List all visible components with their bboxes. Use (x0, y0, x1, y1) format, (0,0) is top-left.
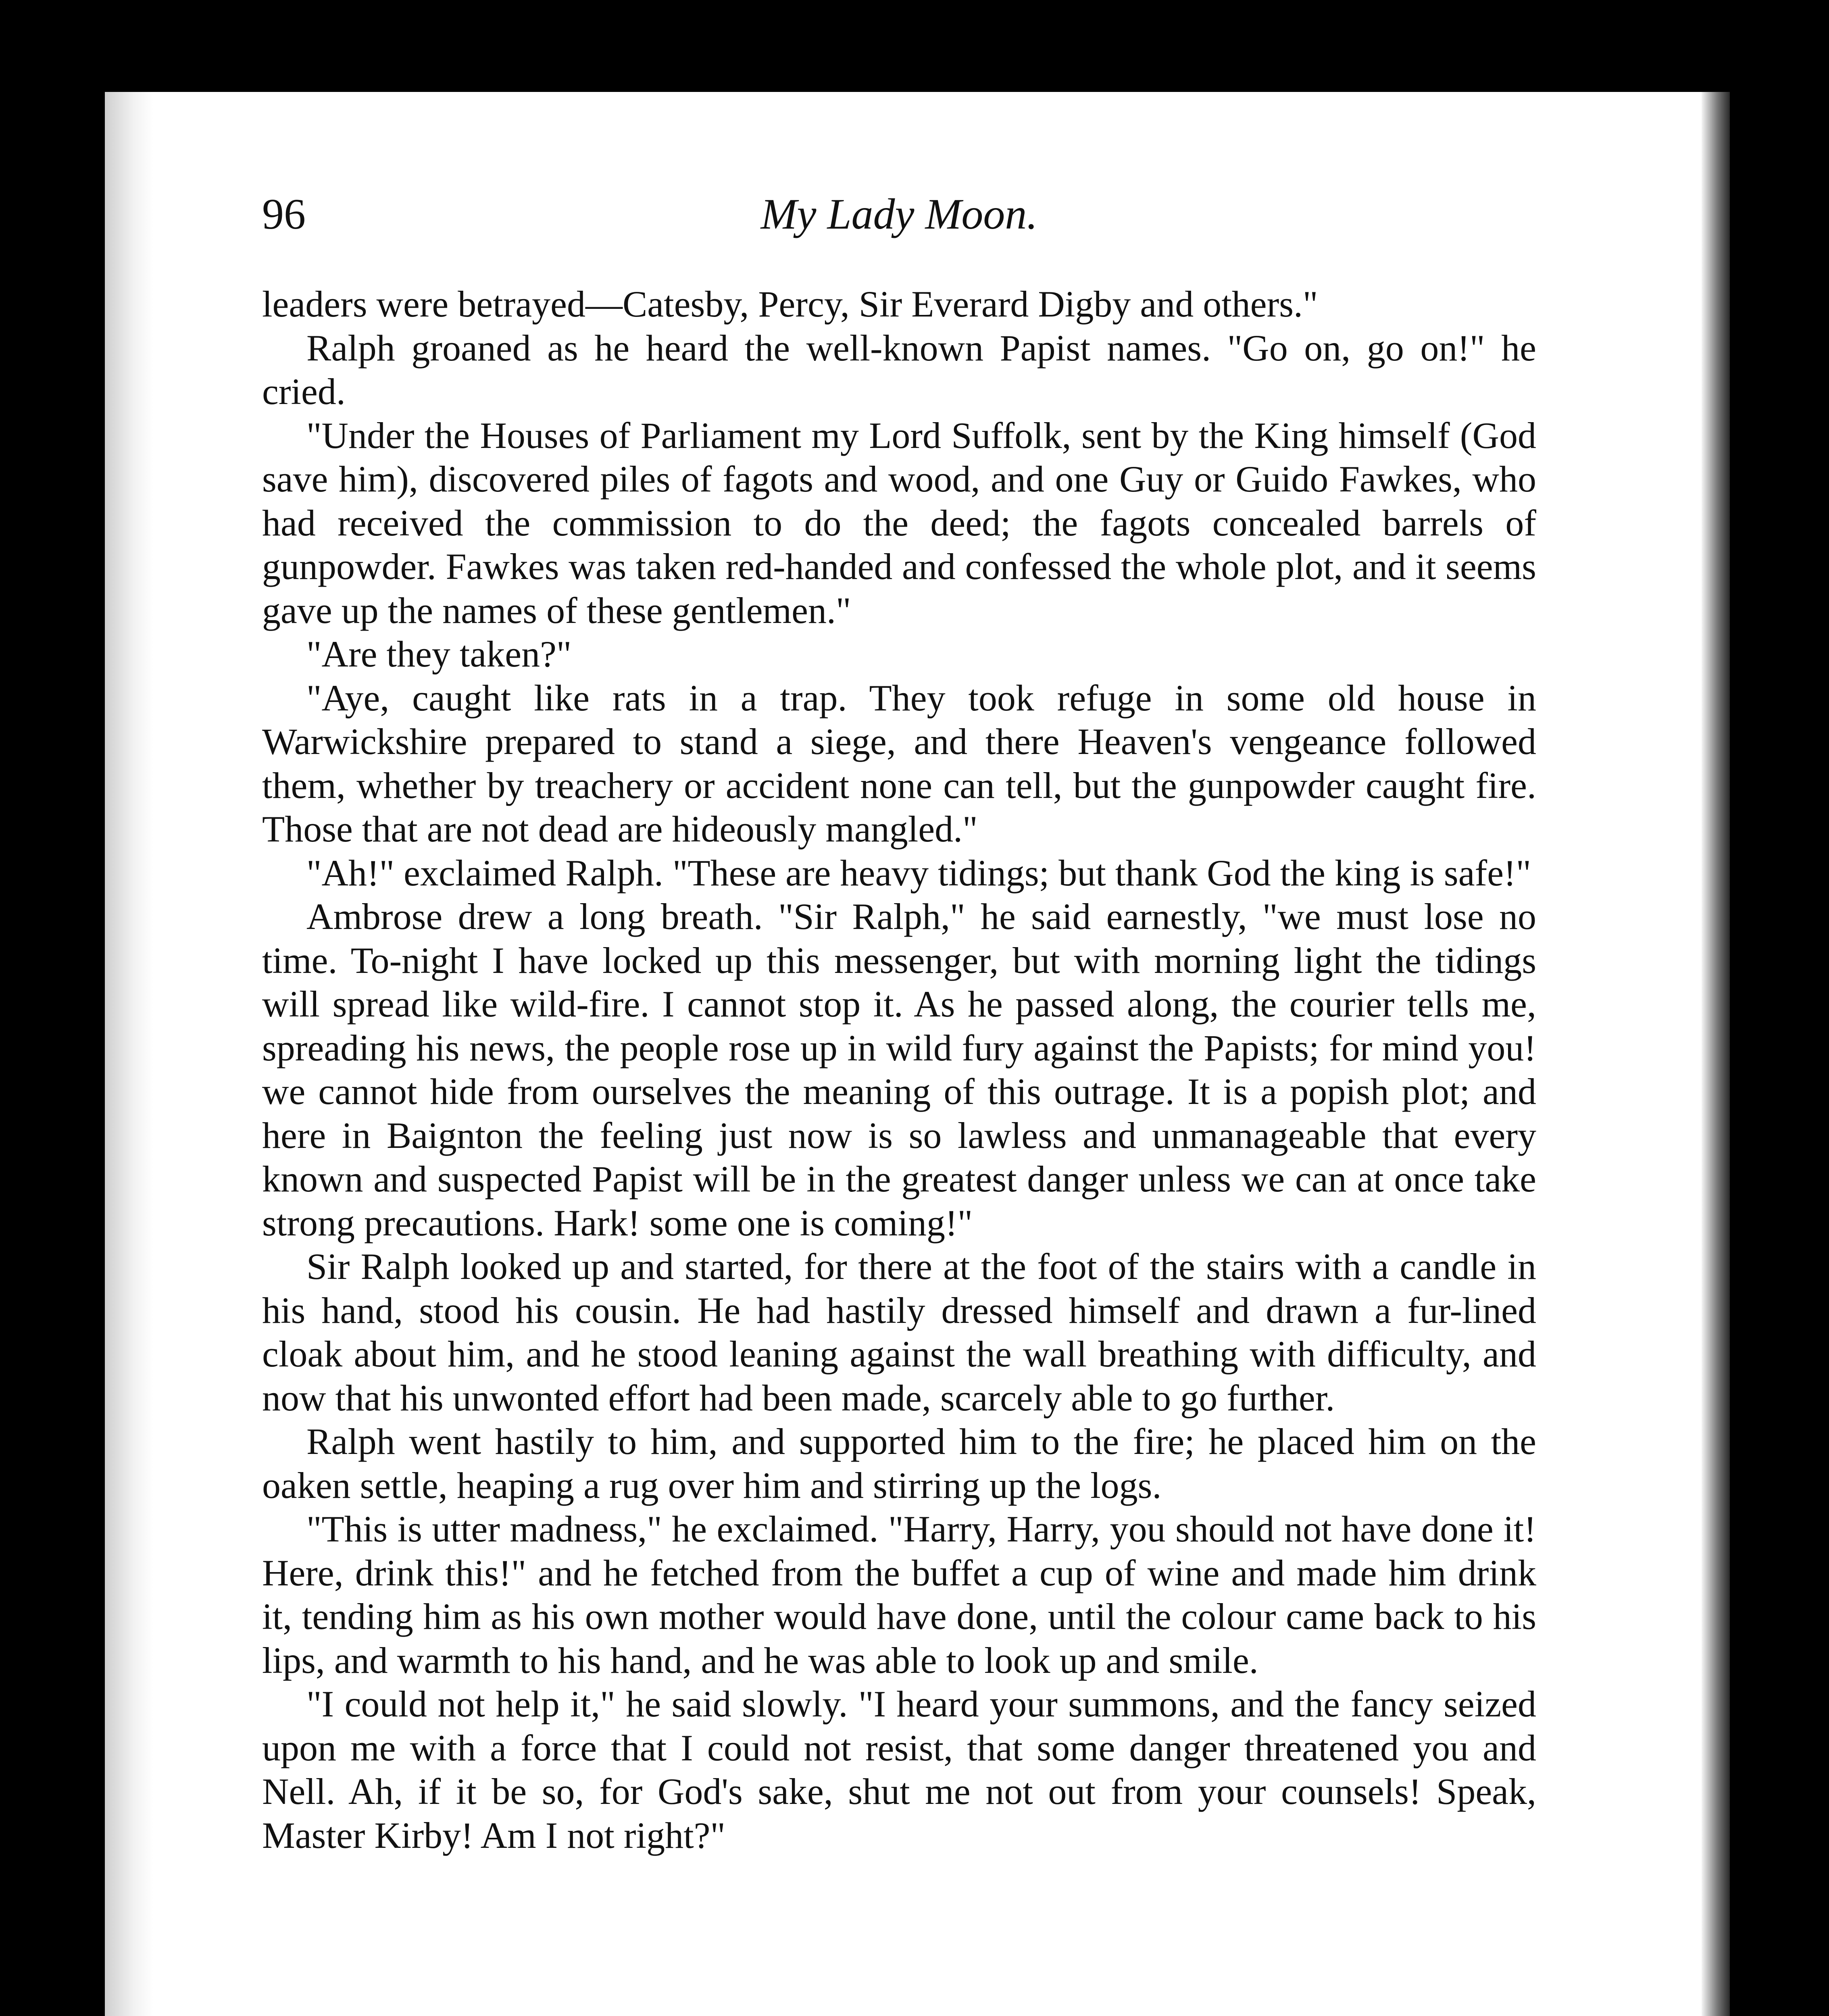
paragraph: Ambrose drew a long breath. "Sir Ralph," he said earnestly, "we must lose no time. To-night I have locked up this messenger, but with morning light the tidings will spread like wild-fire. I cannot stop it. As he passed along, the courier tells me, spreading his news, the people rose up in wild fury against the Papists; for mind you! we cannot hide from ourselves the meaning of this outrage. It is a popish plot; and here in Baignton the feeling just now is so lawless and unmanageable that every known and suspected Papist will be in the greatest danger unless we can at once take strong precautions. Hark! some one is coming!" (262, 896, 1536, 1243)
paragraph: "Ah!" exclaimed Ralph. "These are heavy tidings; but thank God the king is safe!" (306, 852, 1531, 893)
paragraph: "Under the Houses of Parliament my Lord Suffolk, sent by the King himself (God save him), discovered piles of fagots and wood, and one Guy or Guido Fawkes, who had received the commission to do the deed; the fagots concealed barrels of gunpowder. Fawkes was taken red-handed and confessed the whole plot, and it seems gave up the names of these gentlemen." (262, 414, 1536, 631)
page-header (262, 190, 1536, 266)
paragraph: Sir Ralph looked up and started, for there at the foot of the stairs with a candle in his hand, stood his cousin. He had hastily dressed himself and drawn a fur-lined cloak about him, and he stood leaning against the wall breathing with difficulty, and now that his unwonted effort had been made, scarcely able to go further. (262, 1246, 1536, 1418)
paragraph: Ralph groaned as he heard the well-known Papist names. "Go on, go on!" he cried. (262, 327, 1536, 412)
body-text (262, 282, 1536, 1857)
page-gutter-shadow (105, 92, 153, 2016)
paragraph: leaders were betrayed—Catesby, Percy, Sir Everard Digby and others." (262, 283, 1318, 325)
paragraph: "Aye, caught like rats in a trap. They took refuge in some old house in Warwickshire prepared to stand a siege, and there Heaven's vengeance followed them, whether by treachery or accident none can tell, but the gunpowder caught fire. Those that are not dead are hideously mangled." (262, 677, 1536, 850)
page-number: 96 (262, 190, 306, 238)
paragraph: "I could not help it," he said slowly. "I heard your summons, and the fancy seized upon me with a force that I could not resist, that some danger threatened you and Nell. Ah, if it be so, for God's sake, shut me not out from your counsels! Speak, Master Kirby! Am I not right?" (262, 1683, 1536, 1856)
paragraph: "This is utter madness," he exclaimed. "Harry, Harry, you should not have done it! Here, drink this!" and he fetched from the buffet a cup of wine and made him drink it, tending him as his own mother would have done, until the colour came back to his lips, and warmth to his hand, and he was able to look up and smile. (262, 1508, 1536, 1681)
paragraph: "Are they taken?" (306, 633, 572, 675)
running-title: My Lady Moon. (760, 190, 1038, 238)
page-edge-shadow (1702, 92, 1730, 2016)
paragraph: Ralph went hastily to him, and supported him to the fire; he placed him on the oaken settle, heaping a rug over him and stirring up the logs. (262, 1421, 1536, 1506)
